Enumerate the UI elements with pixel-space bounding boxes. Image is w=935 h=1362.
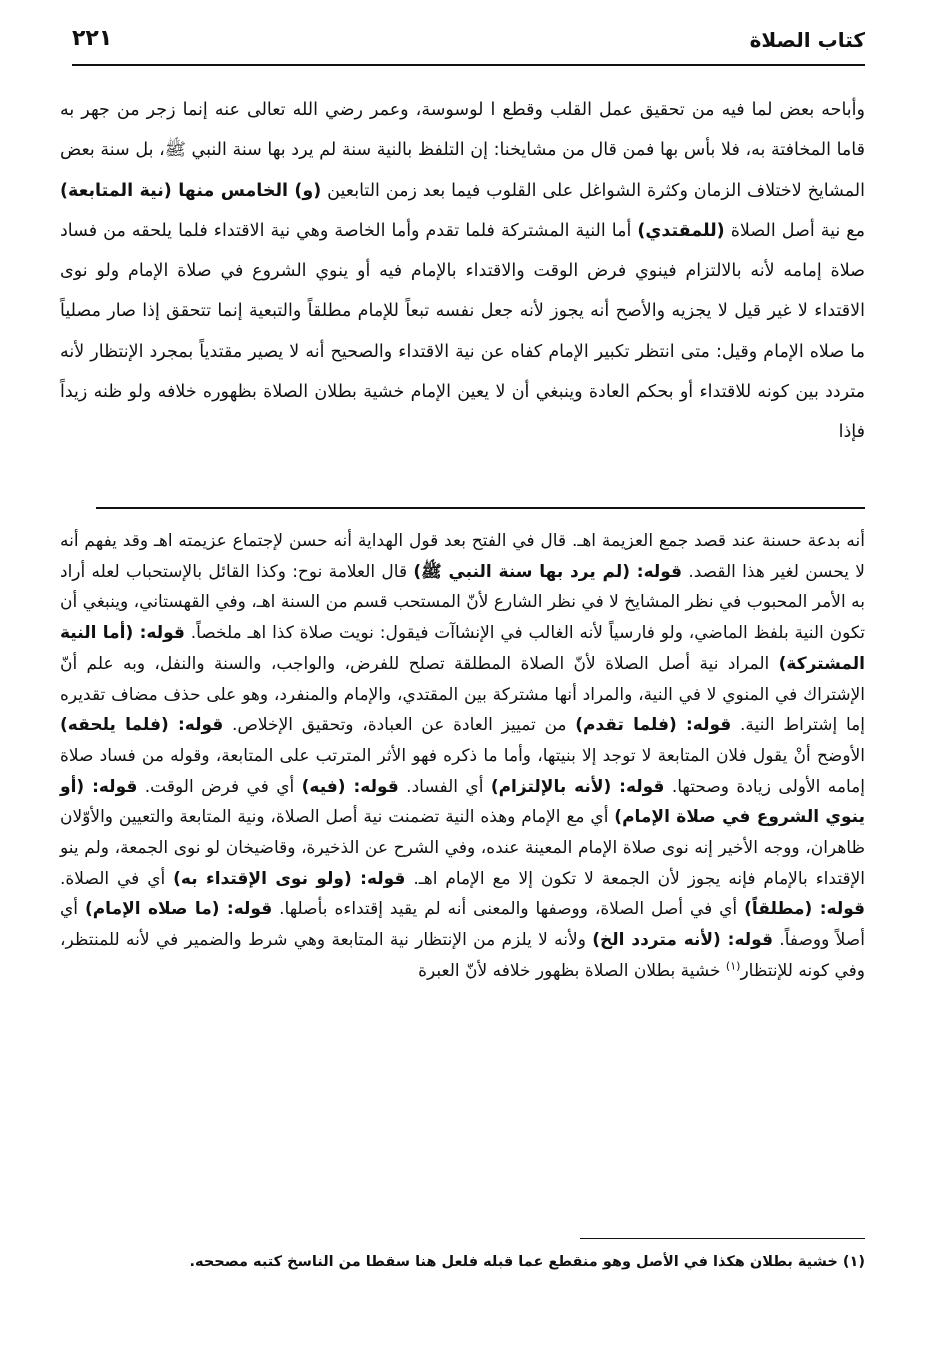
- commentary-segment: خشية بطلان الصلاة بظهور خلافه لأنّ العبرة: [418, 960, 726, 981]
- commentary-segment: أي أصلاً ووصفاً.: [60, 899, 865, 951]
- main-text: [60, 90, 865, 453]
- commentary-lemma: قوله: (ما صلاه الإمام): [84, 899, 273, 920]
- commentary-lemma: قوله: (أما النية المشتركة): [60, 623, 865, 674]
- commentary-segment: ولأنه لا يلزم من الإنتظار نية المتابعة وهي شرط والضمير في لأنه للمنتظر، وفي كونه للإنتظار: [60, 930, 865, 981]
- commentary-lemma: قوله: (مطلقاً): [744, 899, 865, 920]
- commentary-text: [60, 526, 865, 987]
- commentary-lemma: قوله: (ولو نوى الإقتداء به): [173, 868, 406, 889]
- commentary-segment: المراد نية أصل الصلاة لأنّ الصلاة المطلقة تصلح للفرض، والواجب، والسنة والنفل، وبه علم أنّ الإشتراك في المنوي لا في النية، والمراد أنها مشتركة بين المقتدي، والإمام والمنفرد، وهو على حذف مضاف تقديره إما إشتراط النية.: [60, 653, 865, 736]
- commentary-segment: أي الفساد.: [398, 776, 491, 797]
- commentary-segment: من تمييز العادة عن العبادة، وتحقيق الإخلاص.: [223, 715, 576, 736]
- commentary-lemma: قوله: (لأنه متردد الخ): [592, 930, 773, 951]
- footnote-marker: (١): [725, 959, 741, 973]
- commentary-segment: الأوضح أنْ يقول فلان المتابعة لا توجد إلا بنيتها، وأما ما ذكره فهو الأثر المترتب على المتابعة، وقوله من فساد صلاة إمامه الأولى زيادة وصحتها.: [60, 745, 866, 797]
- commentary-segment: أنه بدعة حسنة عند قصد جمع العزيمة اهـ. قال في الفتح بعد قول الهداية أنه حسن لإجتماع عزيمته اهـ وقد يفهم أنه لا يحسن لغير هذا القصد.: [60, 531, 865, 582]
- footnote-rule: [580, 1238, 865, 1239]
- commentary-segment: أي مع الإمام وهذه النية تضمنت نية أصل الصلاة، ونية المتابعة والتعيين والأوّلان ظاهران، ووجه الأخير إنه نوى صلاة الإمام المعينة عنده، وفي الشرح عن الذخيرة، وقاضيخان لو نوى الجمعة، ولم ينو الإقتداء بالإمام فإنه يجوز لأن الجمعة لا تكون إلا مع الإمام اهـ.: [60, 807, 866, 889]
- commentary-lemma: قوله: (فلما تقدم): [575, 715, 732, 736]
- main-text-segment: أما النية المشتركة فلما تقدم وأما الخاصة وهي نية الاقتداء فلما يلحقه من فساد صلاة إمامه لأنه بالالتزام فينوي فرض الوقت والاقتداء بالإمام فيه أو ينوي الشروع في صلاة الإمام ولو نوى الاقتداء لا غير قيل لا يجزيه والأصح أنه يجوز لأنه جعل نفسه تبعاً للإمام مطلقاً والتبعية إنما تتحقق إذا صار مصلياً ما صلاه الإمام وقيل: متى انتظر تكبير الإمام كفاه عن نية الاقتداء والصحيح أنه لا يصير مقتدياً بمجرد الإنتظار لأنه متردد بين كونه للاقتداء أو بحكم العادة وينبغي أن لا يعين الإمام خشية بطلان الصلاة بظهوره خلافه ولو ظنه زيداً فإذا: [60, 220, 865, 443]
- main-text-segment: مع نية أصل الصلاة: [724, 220, 865, 241]
- commentary-segment: أي في فرض الوقت.: [137, 776, 302, 797]
- footnote: (١) خشية بطلان هكذا في الأصل وهو منقطع عما قبله فلعل هنا سقطا من الناسخ كتبه مصححه.: [189, 1254, 865, 1270]
- main-text-highlight: (و) الخامس منها (نية المتابعة): [60, 180, 322, 201]
- running-title: كتاب الصلاة: [749, 28, 865, 52]
- commentary-lemma: قوله: (أو ينوي الشروع في صلاة الإمام): [60, 776, 865, 828]
- commentary-lemma: قوله: (فلما يلحقه): [60, 715, 224, 736]
- page-number: ٢٢١: [72, 26, 113, 51]
- section-divider: [96, 507, 865, 509]
- commentary-lemma: قوله: (لم يرد بها سنة النبي ﷺ): [413, 561, 683, 582]
- commentary-segment: أي في الصلاة.: [60, 868, 174, 889]
- commentary-lemma: قوله: (لأنه بالإلتزام): [490, 776, 665, 797]
- commentary-segment: أي في أصل الصلاة، ووصفها والمعنى أنه لم يقيد إقتداءه بأصلها.: [272, 899, 745, 920]
- main-text-highlight: (للمقتدي): [637, 220, 725, 241]
- page-header: [72, 18, 865, 66]
- main-text-segment: وأباحه بعض لما فيه من تحقيق عمل القلب وقطع ا لوسوسة، وعمر رضي الله تعالى عنه إنما زجر من جهر به قاما المخافتة به، فلا بأس بها فمن قال من مشايخنا: إن التلفظ بالنية سنة لم يرد بها سنة النبي ﷺ، بل سنة بعض المشايخ لاختلاف الزمان وكثرة الشواغل على القلوب فيما بعد زمن التابعين: [60, 100, 866, 201]
- commentary-segment: قال العلامة نوح: وكذا القائل بالإستحباب لعله أراد به الأمر المحبوب في نظر المشايخ لا في نظر الشارع لأنّ المستحب قسم من السنة اهـ، وفي القهستاني، وينبغي أن تكون النية بلفظ الماضي، ولو فارسياً لأنه الغالب في الإنشاآت فيقول: نويت صلاة كذا اهـ ملخصاً.: [60, 561, 865, 644]
- commentary-lemma: قوله: (فيه): [301, 776, 399, 797]
